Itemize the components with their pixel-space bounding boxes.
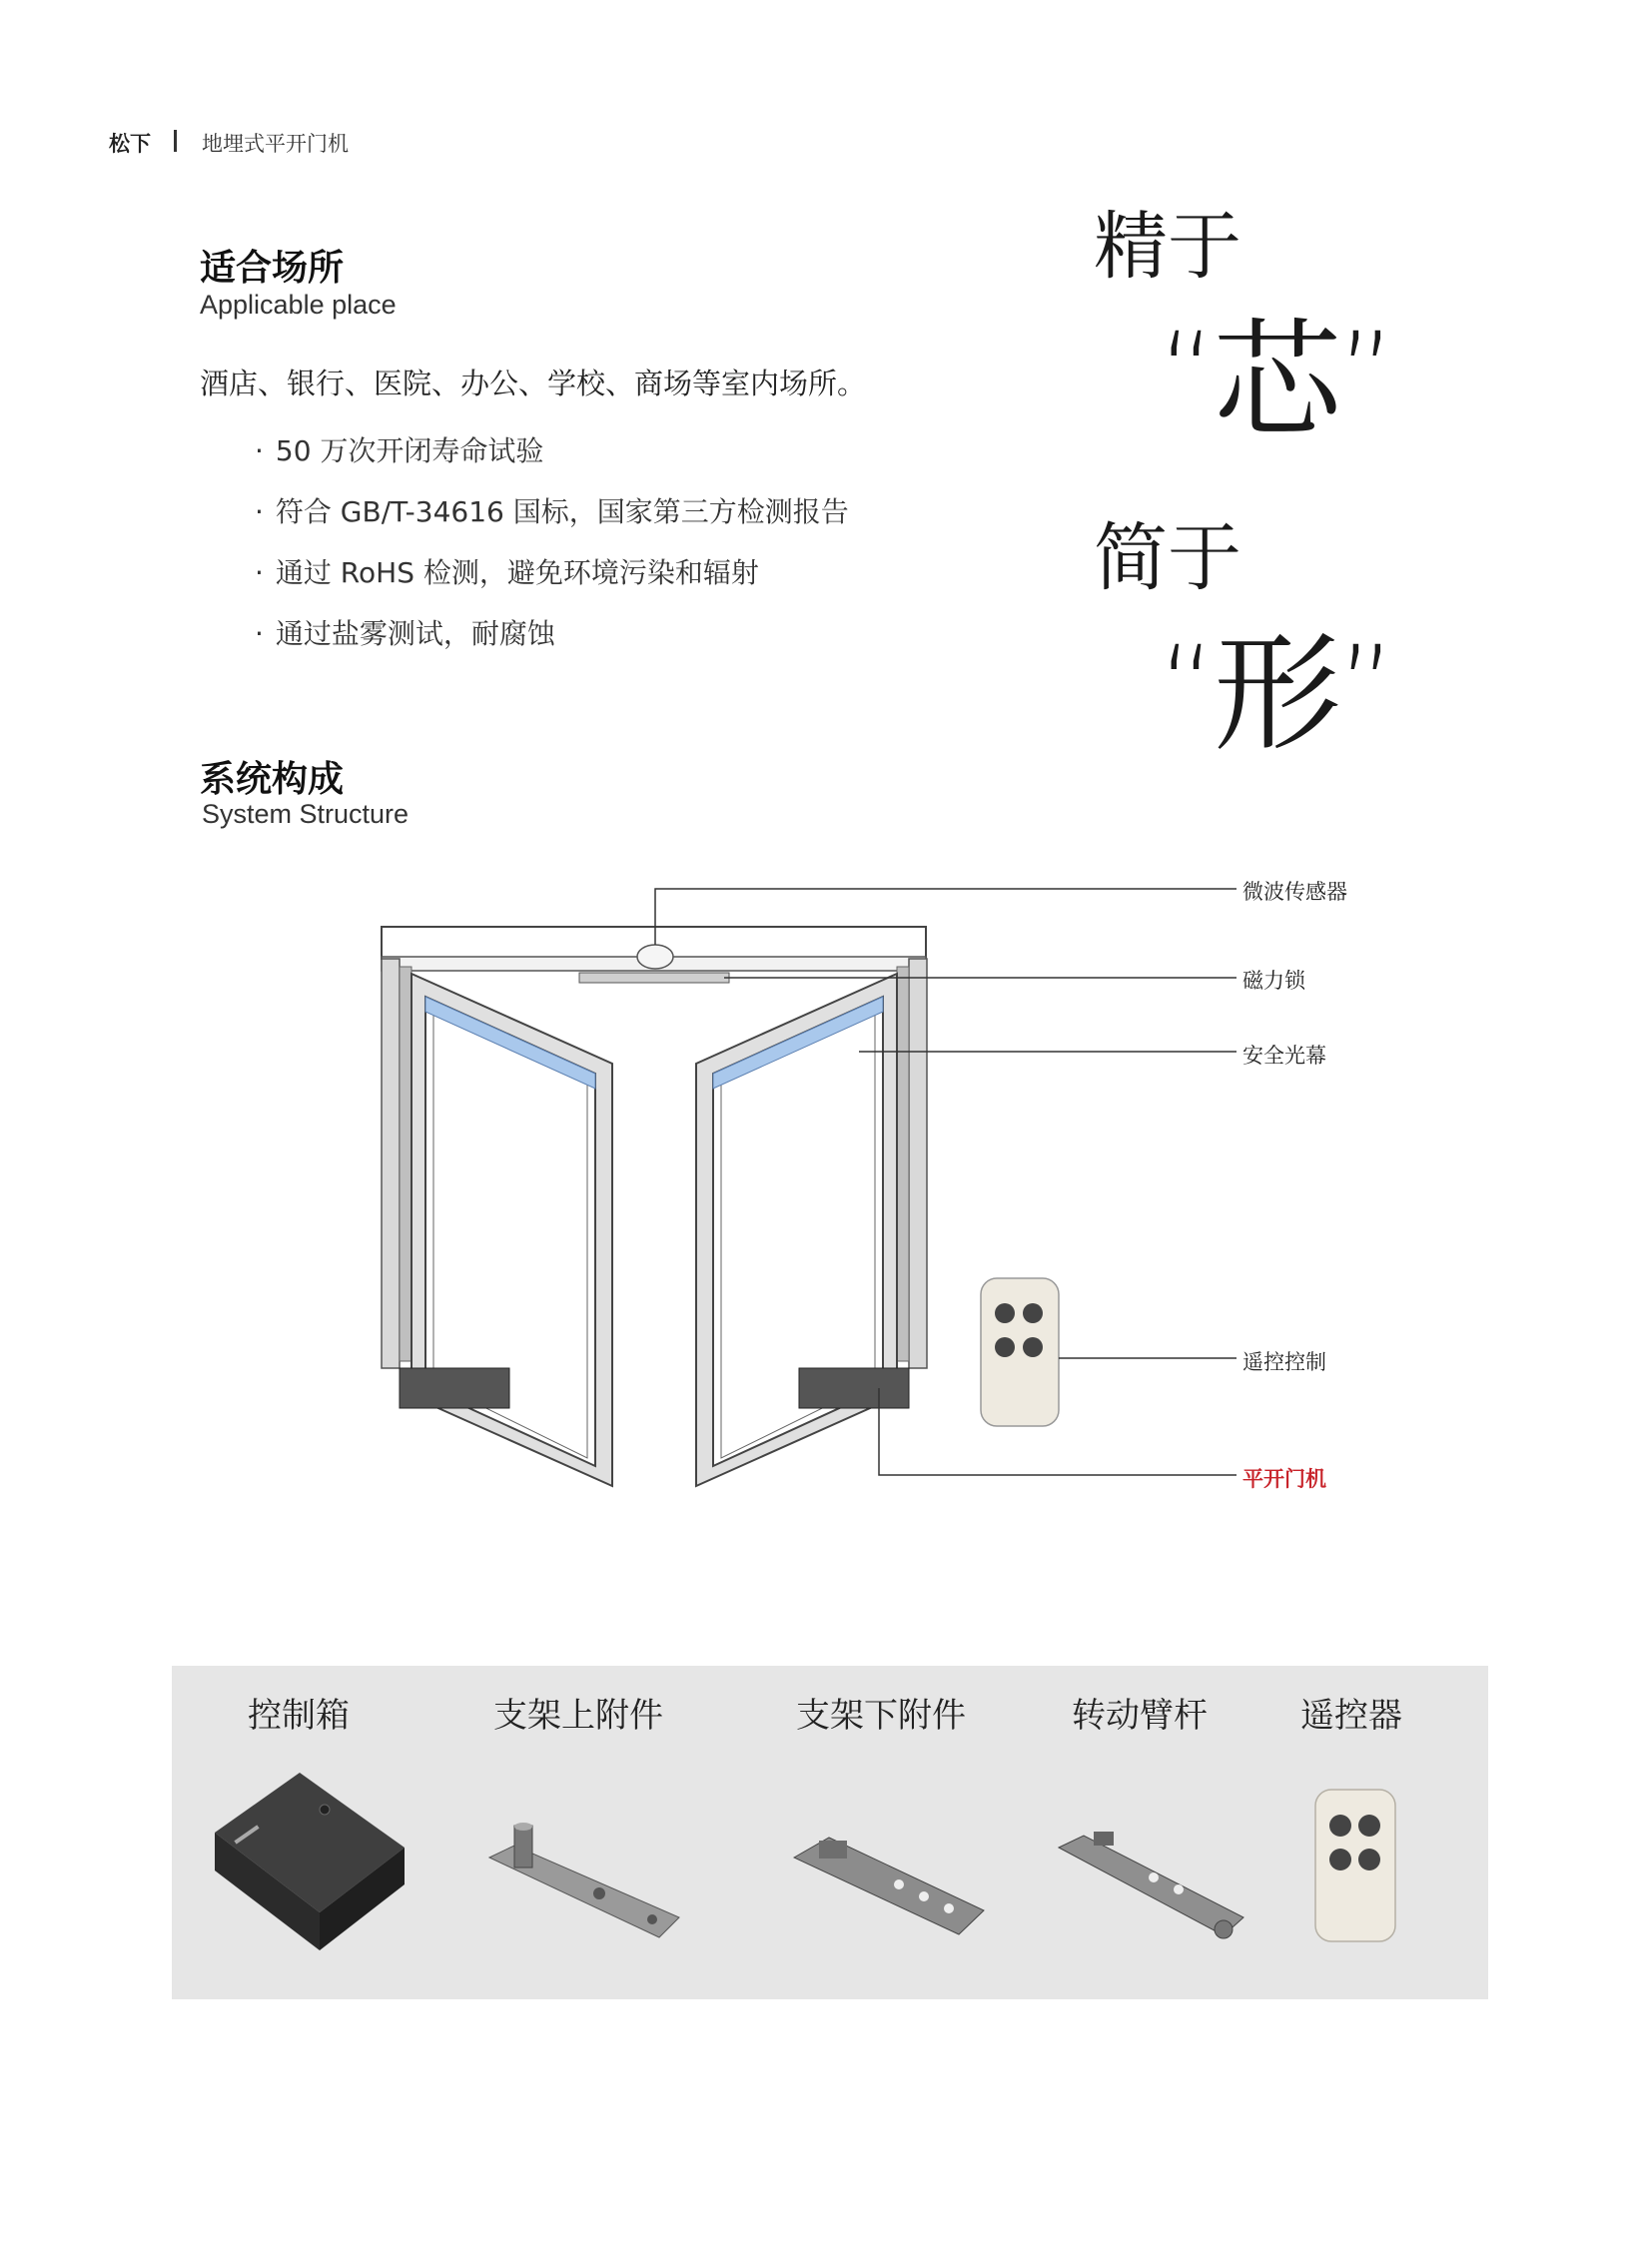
system-subtitle: System Structure — [202, 799, 410, 829]
accessory-label-control-box: 控制箱 — [248, 1696, 350, 1736]
feature-item: · 50 万次开闭寿命试验 — [255, 434, 544, 467]
system-title: 系统构成 — [200, 759, 345, 800]
accessory-label-remote: 遥控器 — [1300, 1696, 1402, 1736]
swing-door-diagram — [370, 869, 1248, 1518]
feature-item: · 符合 GB/T-34616 国标，国家第三方检测报告 — [255, 495, 849, 528]
label-microwave-sensor: 微波传感器 — [1242, 880, 1347, 904]
label-safety-curtain: 安全光幕 — [1242, 1044, 1326, 1068]
applicable-subtitle: Applicable place — [200, 290, 397, 320]
slogan-close-quote-1: ” — [1338, 309, 1395, 436]
feature-item: · 通过 RoHS 检测，避免环境污染和辐射 — [255, 556, 759, 589]
rotating-arm-icon — [1054, 1818, 1253, 1947]
product-name: 地埋式平开门机 — [202, 132, 349, 156]
accessory-label-upper-bracket: 支架上附件 — [493, 1696, 663, 1736]
slogan-open-quote-2: “ — [1159, 622, 1216, 750]
feature-item: · 通过盐雾测试，耐腐蚀 — [255, 617, 555, 650]
label-magnetic-lock: 磁力锁 — [1242, 969, 1305, 993]
applicable-intro: 酒店、银行、医院、办公、学校、商场等室内场所。 — [200, 367, 867, 400]
slogan-line-1: 精于 — [1094, 204, 1241, 290]
applicable-title: 适合场所 — [200, 248, 345, 289]
slogan-open-quote-1: “ — [1159, 309, 1216, 436]
lower-bracket-icon — [789, 1823, 989, 1942]
label-remote-control: 遥控控制 — [1242, 1350, 1326, 1374]
feature-list — [255, 431, 849, 675]
accessory-label-lower-bracket: 支架下附件 — [796, 1696, 966, 1736]
accessory-label-rotating-arm: 转动臂杆 — [1072, 1696, 1208, 1736]
label-swing-operator: 平开门机 — [1242, 1467, 1326, 1491]
slogan-line-2: 简于 — [1094, 515, 1241, 601]
control-box-icon — [205, 1763, 414, 1952]
remote-icon — [1313, 1788, 1397, 1943]
header-divider — [174, 130, 177, 152]
slogan-word-1: 芯 — [1214, 307, 1342, 455]
slogan-close-quote-2: ” — [1338, 622, 1395, 750]
slogan-word-2: 形 — [1214, 620, 1342, 769]
upper-bracket-icon — [484, 1818, 684, 1947]
brand-name: 松下 — [109, 132, 151, 156]
